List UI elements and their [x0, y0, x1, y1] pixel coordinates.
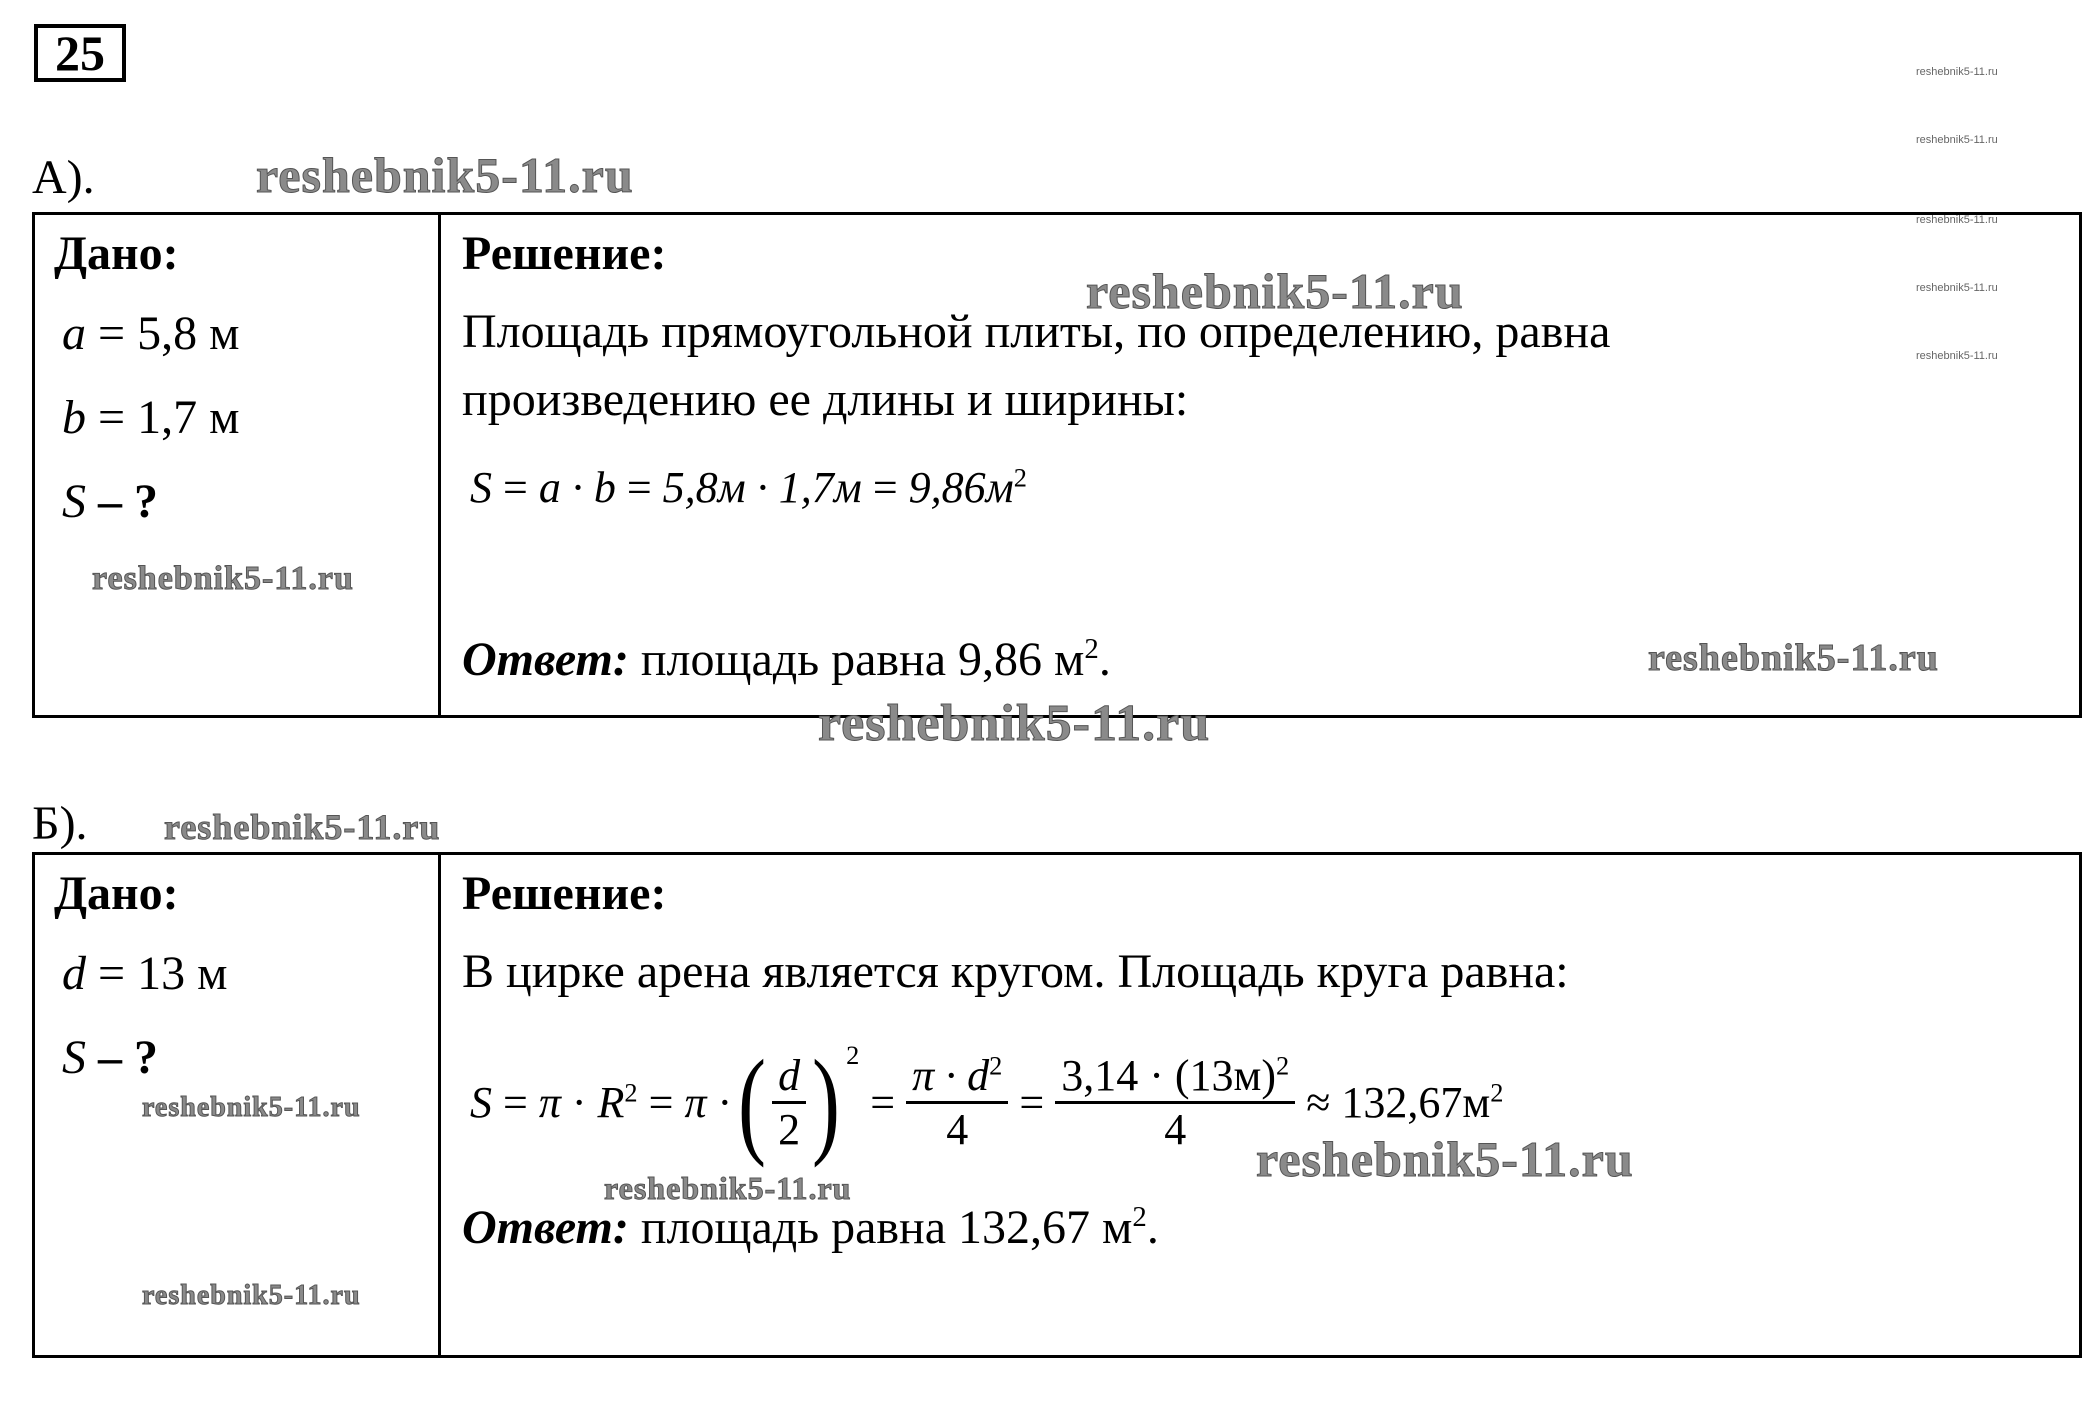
- watermark: reshebnik5-11.ru: [164, 807, 441, 847]
- formula-exp: 2: [846, 1040, 860, 1070]
- formula-result: ≈ 132,67м: [1306, 1077, 1491, 1127]
- watermark: reshebnik5-11.ru: [818, 695, 1211, 752]
- part-a-given-a: [62, 306, 239, 361]
- watermark: reshebnik5-11.ru: [604, 1170, 852, 1206]
- given-var: S: [62, 1031, 86, 1084]
- part-a-divider: [438, 212, 441, 718]
- part-b-given-header: Дано:: [54, 867, 179, 920]
- answer-exp: 2: [1084, 633, 1099, 665]
- part-a-text-line-1: Площадь прямоугольной плиты, по определению, равна: [462, 305, 1611, 358]
- given-var: a: [62, 307, 86, 360]
- left-paren-icon: (: [738, 1035, 767, 1168]
- given-var: d: [62, 947, 86, 1000]
- given-var: b: [62, 391, 86, 444]
- given-value: = 1,7 м: [98, 391, 240, 444]
- answer-end: .: [1146, 1201, 1159, 1254]
- given-value: = 5,8 м: [98, 307, 240, 360]
- formula-result: 9,86м: [908, 463, 1014, 512]
- watermark: reshebnik5-11.ru: [1086, 263, 1464, 319]
- formula-expr2: 5,8м · 1,7м: [662, 463, 862, 512]
- watermark: reshebnik5-11.ru: [1916, 282, 1998, 294]
- watermark: reshebnik5-11.ru: [142, 1092, 361, 1123]
- formula-exp: 2: [1490, 1076, 1504, 1107]
- part-a-answer: [462, 632, 1111, 687]
- fraction-top: 3,14 · (13м): [1061, 1050, 1277, 1100]
- answer-text: площадь равна 132,67 м: [640, 1201, 1133, 1254]
- formula-fraction: [906, 1050, 1008, 1155]
- fraction-bottom: 4: [1164, 1104, 1187, 1154]
- formula-pi: π: [684, 1077, 707, 1127]
- part-b-solution-header: Решение:: [462, 867, 667, 920]
- answer-text: площадь равна 9,86 м: [640, 633, 1085, 686]
- watermark: reshebnik5-11.ru: [1916, 66, 1998, 78]
- part-b-label: Б).: [32, 797, 88, 850]
- fraction-bottom: 4: [946, 1104, 969, 1154]
- answer-end: .: [1098, 633, 1111, 686]
- formula-expr1: a · b: [538, 463, 616, 512]
- answer-exp: 2: [1132, 1201, 1147, 1233]
- part-b-divider: [438, 852, 441, 1358]
- formula-exp: 2: [1013, 462, 1027, 493]
- right-paren-icon: ): [812, 1035, 841, 1168]
- formula-lhs: S: [470, 1077, 492, 1127]
- given-value: – ?: [98, 475, 158, 528]
- part-a-formula: $S = a \cdot b = 5,8м \cdot 1,7м = 9,86м^2$: [470, 462, 1027, 512]
- watermark: reshebnik5-11.ru: [1916, 350, 1998, 362]
- part-b-answer: [462, 1200, 1159, 1255]
- formula-pi: π: [538, 1077, 561, 1127]
- part-a-given-header: Дано:: [54, 227, 179, 280]
- part-a-label: А).: [32, 151, 95, 204]
- part-b-given-d: [62, 946, 227, 1001]
- part-a-solution-header: Решение:: [462, 227, 667, 280]
- watermark: reshebnik5-11.ru: [92, 560, 354, 597]
- part-b-given-s: [62, 1030, 158, 1085]
- part-a-given-s: [62, 474, 158, 529]
- part-a-given-b: [62, 390, 239, 445]
- part-b-formula: $S = \pi \cdot R^2 = \pi$ · ( $\frac{d}{2}$ ) $^2$ = $\frac{\pi \cdot d^2}{4}$ = $\frac{3,14 \cdot (13м)^2}{4}$ ≈ $132,67м^2$: [470, 1035, 1504, 1168]
- formula-exp: 2: [989, 1049, 1003, 1080]
- watermark: reshebnik5-11.ru: [1916, 134, 1998, 146]
- fraction-top: π · d: [912, 1050, 990, 1100]
- formula-fraction: [772, 1050, 806, 1155]
- formula-exp: 2: [624, 1076, 638, 1107]
- fraction-top: d: [772, 1050, 806, 1104]
- given-value: = 13 м: [98, 947, 228, 1000]
- watermark: reshebnik5-11.ru: [1256, 1131, 1634, 1187]
- formula-exp: 2: [1276, 1049, 1290, 1080]
- watermark: reshebnik5-11.ru: [1916, 214, 1998, 226]
- part-b-text-line-1: В цирке арена является кругом. Площадь круга равна:: [462, 945, 1569, 998]
- fraction-bottom: 2: [778, 1104, 801, 1154]
- formula-r: R: [597, 1077, 625, 1127]
- part-a-text-line-2: произведению ее длины и ширины:: [462, 373, 1189, 426]
- answer-label: Ответ:: [462, 1201, 629, 1254]
- watermark: reshebnik5-11.ru: [256, 147, 634, 203]
- answer-label: Ответ:: [462, 633, 629, 686]
- given-var: S: [62, 475, 86, 528]
- watermark: reshebnik5-11.ru: [1648, 637, 1939, 679]
- problem-number: 25: [34, 24, 126, 82]
- formula-lhs: S: [470, 463, 492, 512]
- given-value: – ?: [98, 1031, 158, 1084]
- watermark: reshebnik5-11.ru: [142, 1280, 361, 1311]
